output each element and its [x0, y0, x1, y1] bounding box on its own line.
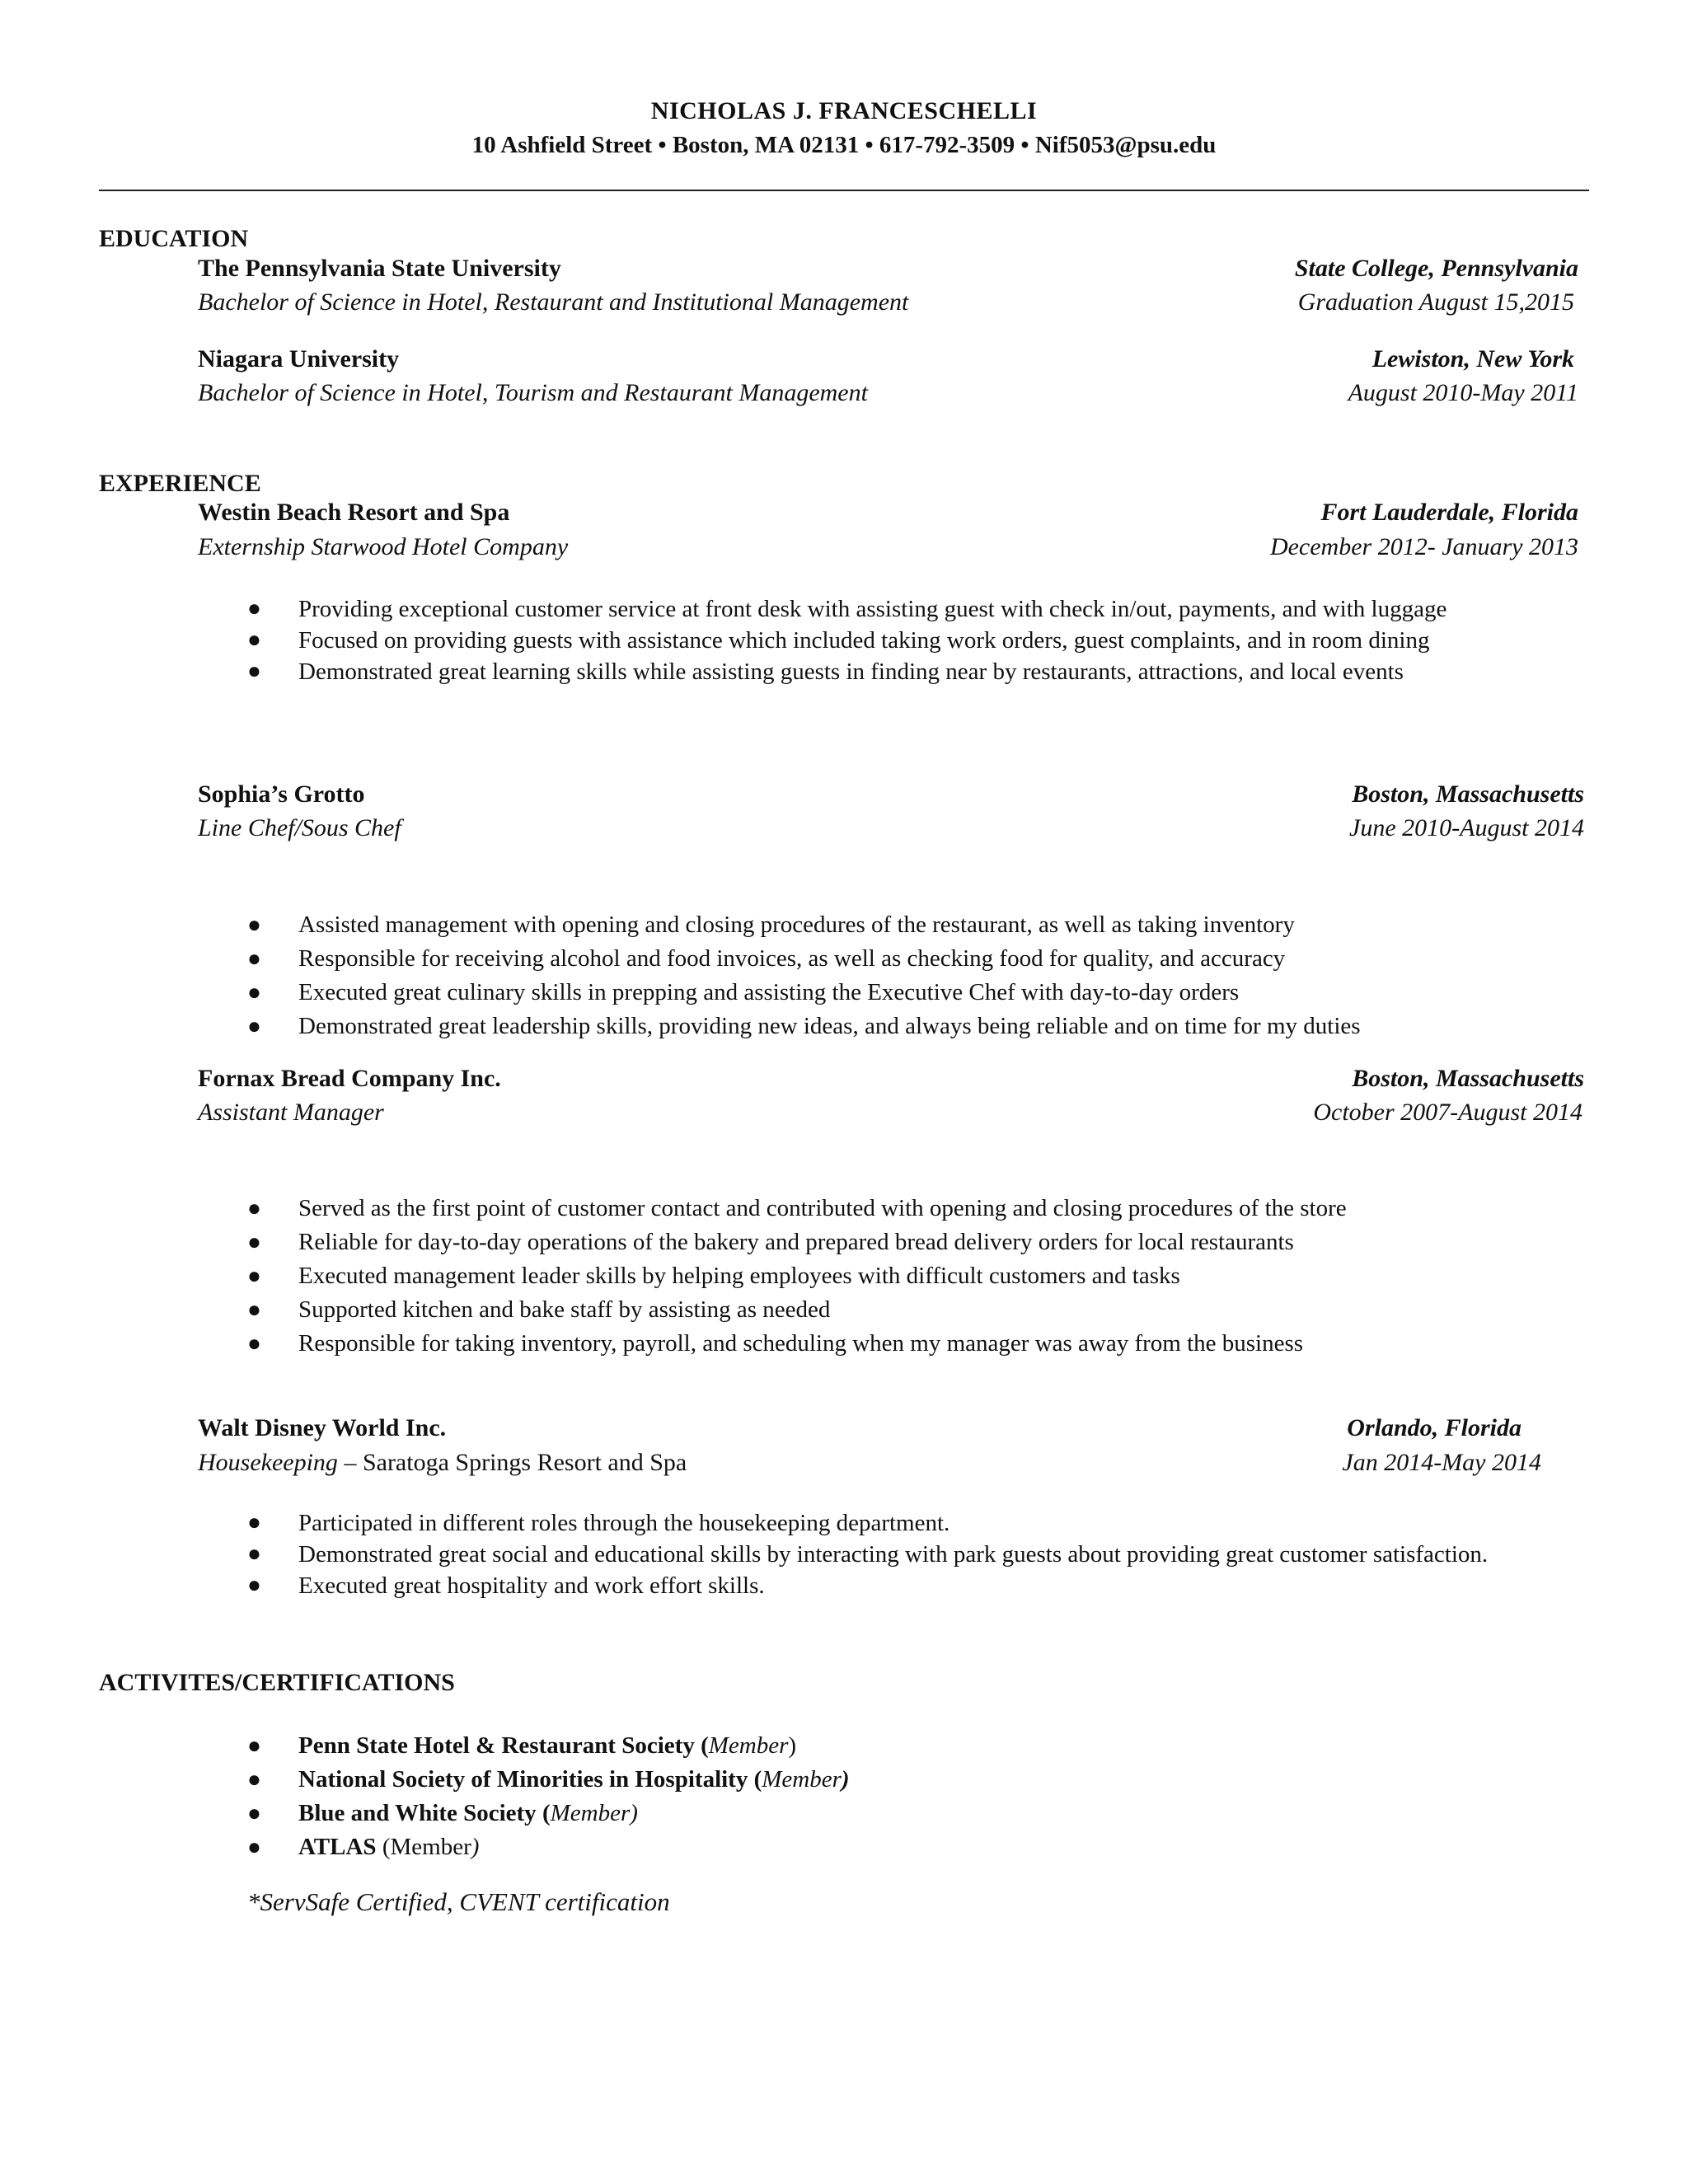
job-date: October 2007-August 2014	[1313, 1099, 1582, 1126]
bullet-icon: ●	[247, 596, 261, 621]
bullet-icon: ●	[247, 1572, 261, 1598]
job-bullets-disney	[247, 1507, 1550, 1601]
list-item: ● Executed great culinary skills in prepping and assisting the Executive Chef with day-to-day orders	[247, 976, 1550, 1010]
header-divider	[99, 190, 1589, 191]
list-item: ● Blue and White Society (Member)	[247, 1797, 1550, 1830]
activities-list	[247, 1729, 1550, 1864]
list-item: ● Executed great hospitality and work effort skills.	[247, 1570, 1550, 1601]
list-item: ● Providing exceptional customer service at front desk with assisting guest with check in/out, payments, and with luggage	[247, 593, 1550, 625]
job-title: Assistant Manager	[198, 1099, 384, 1126]
job-title-row-westin	[198, 533, 1578, 566]
bullet-icon: ●	[247, 1767, 261, 1793]
list-item: ● Demonstrated great social and educational skills by interacting with park guests about providing great customer satisfaction.	[247, 1539, 1550, 1570]
job-header-sophias	[198, 780, 1584, 813]
list-item: ● Served as the first point of customer contact and contributed with opening and closing procedures of the store	[247, 1192, 1550, 1226]
job-title-row-sophias	[198, 814, 1584, 847]
bullet-icon: ●	[247, 658, 261, 684]
bullet-icon: ●	[247, 1733, 261, 1759]
list-item: ● Demonstrated great learning skills while assisting guests in finding near by restaurants, attractions, and local events	[247, 656, 1550, 687]
list-item: ● Responsible for taking inventory, payroll, and scheduling when my manager was away from the business	[247, 1327, 1550, 1361]
bullet-icon: ●	[247, 912, 261, 938]
list-item: ● Supported kitchen and bake staff by assisting as needed	[247, 1293, 1550, 1327]
list-item: ● Participated in different roles through the housekeeping department.	[247, 1507, 1550, 1539]
degree-date: Graduation August 15,2015	[1297, 288, 1574, 316]
bullet-icon: ●	[247, 1014, 261, 1039]
job-date: June 2010-August 2014	[1349, 814, 1584, 841]
company-name: Westin Beach Resort and Spa	[198, 499, 510, 526]
activities-heading: ACTIVITES/CERTIFICATIONS	[99, 1669, 455, 1696]
job-title-suffix: – Saratoga Springs Resort and Spa	[337, 1449, 687, 1476]
company-location: Boston, Massachusetts	[1352, 780, 1584, 808]
list-item: ● Penn State Hotel & Restaurant Society (Member)	[247, 1729, 1550, 1763]
company-location: Fort Lauderdale, Florida	[1320, 499, 1578, 526]
job-title: Line Chef/Sous Chef	[198, 814, 401, 841]
job-date: December 2012- January 2013	[1269, 533, 1578, 560]
list-item: ● Assisted management with opening and closing procedures of the restaurant, as well as taking inventory	[247, 908, 1550, 942]
job-title: Housekeeping	[198, 1449, 338, 1476]
bullet-icon: ●	[247, 1263, 261, 1289]
degree-name: Bachelor of Science in Hotel, Tourism and Restaurant Management	[198, 379, 868, 406]
list-item: ● Executed management leader skills by helping employees with difficult customers and tasks	[247, 1259, 1550, 1293]
list-item: ● Demonstrated great leadership skills, providing new ideas, and always being reliable and on time for my duties	[247, 1010, 1550, 1043]
list-item: ● Responsible for receiving alcohol and food invoices, as well as checking food for quality, and accuracy	[247, 942, 1550, 976]
bullet-icon: ●	[247, 1331, 261, 1357]
education-row-degree-2	[198, 379, 1578, 412]
contact-line: 10 Ashfield Street • Boston, MA 02131 • 617-792-3509 • Nif5053@psu.edu	[471, 132, 1217, 158]
job-date: Jan 2014-May 2014	[1342, 1449, 1541, 1476]
bullet-icon: ●	[247, 1196, 261, 1221]
list-item: ● Focused on providing guests with assistance which included taking work orders, guest complaints, and in room dining	[247, 625, 1550, 656]
bullet-icon: ●	[247, 1297, 261, 1323]
school-location: Lewiston, New York	[1372, 345, 1574, 373]
job-bullets-fornax	[247, 1192, 1550, 1361]
list-item: ● ATLAS (Member)	[247, 1830, 1550, 1864]
list-item: ● Reliable for day-to-day operations of the bakery and prepared bread delivery orders for local restaurants	[247, 1226, 1550, 1259]
bullet-icon: ●	[247, 627, 261, 653]
resume-name: NICHOLAS J. FRANCESCHELLI	[650, 97, 1038, 124]
company-name: Walt Disney World Inc.	[198, 1414, 447, 1441]
school-location: State College, Pennsylvania	[1294, 255, 1578, 282]
bullet-icon: ●	[247, 1541, 261, 1567]
degree-date: August 2010-May 2011	[1348, 379, 1578, 406]
job-title-row-disney	[198, 1449, 1541, 1482]
job-title: Externship Starwood Hotel Company	[198, 533, 569, 560]
job-bullets-westin	[247, 593, 1550, 687]
education-row-degree-1	[198, 288, 1574, 321]
education-heading: EDUCATION	[99, 225, 249, 252]
job-title-row-fornax	[198, 1099, 1582, 1132]
company-location: Orlando, Florida	[1347, 1414, 1522, 1441]
bullet-icon: ●	[247, 980, 261, 1005]
job-header-westin	[198, 499, 1578, 532]
job-bullets-sophias	[247, 908, 1550, 1043]
bullet-icon: ●	[247, 1801, 261, 1826]
company-name: Sophia’s Grotto	[198, 780, 365, 808]
certification-note: *ServSafe Certified, CVENT certification	[247, 1887, 670, 1916]
degree-name: Bachelor of Science in Hotel, Restaurant and Institutional Management	[198, 288, 909, 316]
bullet-icon: ●	[247, 946, 261, 972]
school-name: Niagara University	[198, 345, 400, 373]
job-header-fornax	[198, 1065, 1584, 1098]
job-title-group	[198, 1449, 687, 1477]
school-name: The Pennsylvania State University	[198, 255, 561, 282]
company-name: Fornax Bread Company Inc.	[198, 1065, 501, 1092]
bullet-icon: ●	[247, 1835, 261, 1860]
education-row-school-2	[198, 345, 1574, 378]
experience-heading: EXPERIENCE	[99, 470, 261, 497]
bullet-icon: ●	[247, 1230, 261, 1255]
job-header-disney	[198, 1414, 1522, 1447]
bullet-icon: ●	[247, 1510, 261, 1535]
list-item: ● National Society of Minorities in Hospitality (Member)	[247, 1763, 1550, 1797]
education-row-school-1	[198, 255, 1578, 288]
company-location: Boston, Massachusetts	[1352, 1065, 1584, 1092]
